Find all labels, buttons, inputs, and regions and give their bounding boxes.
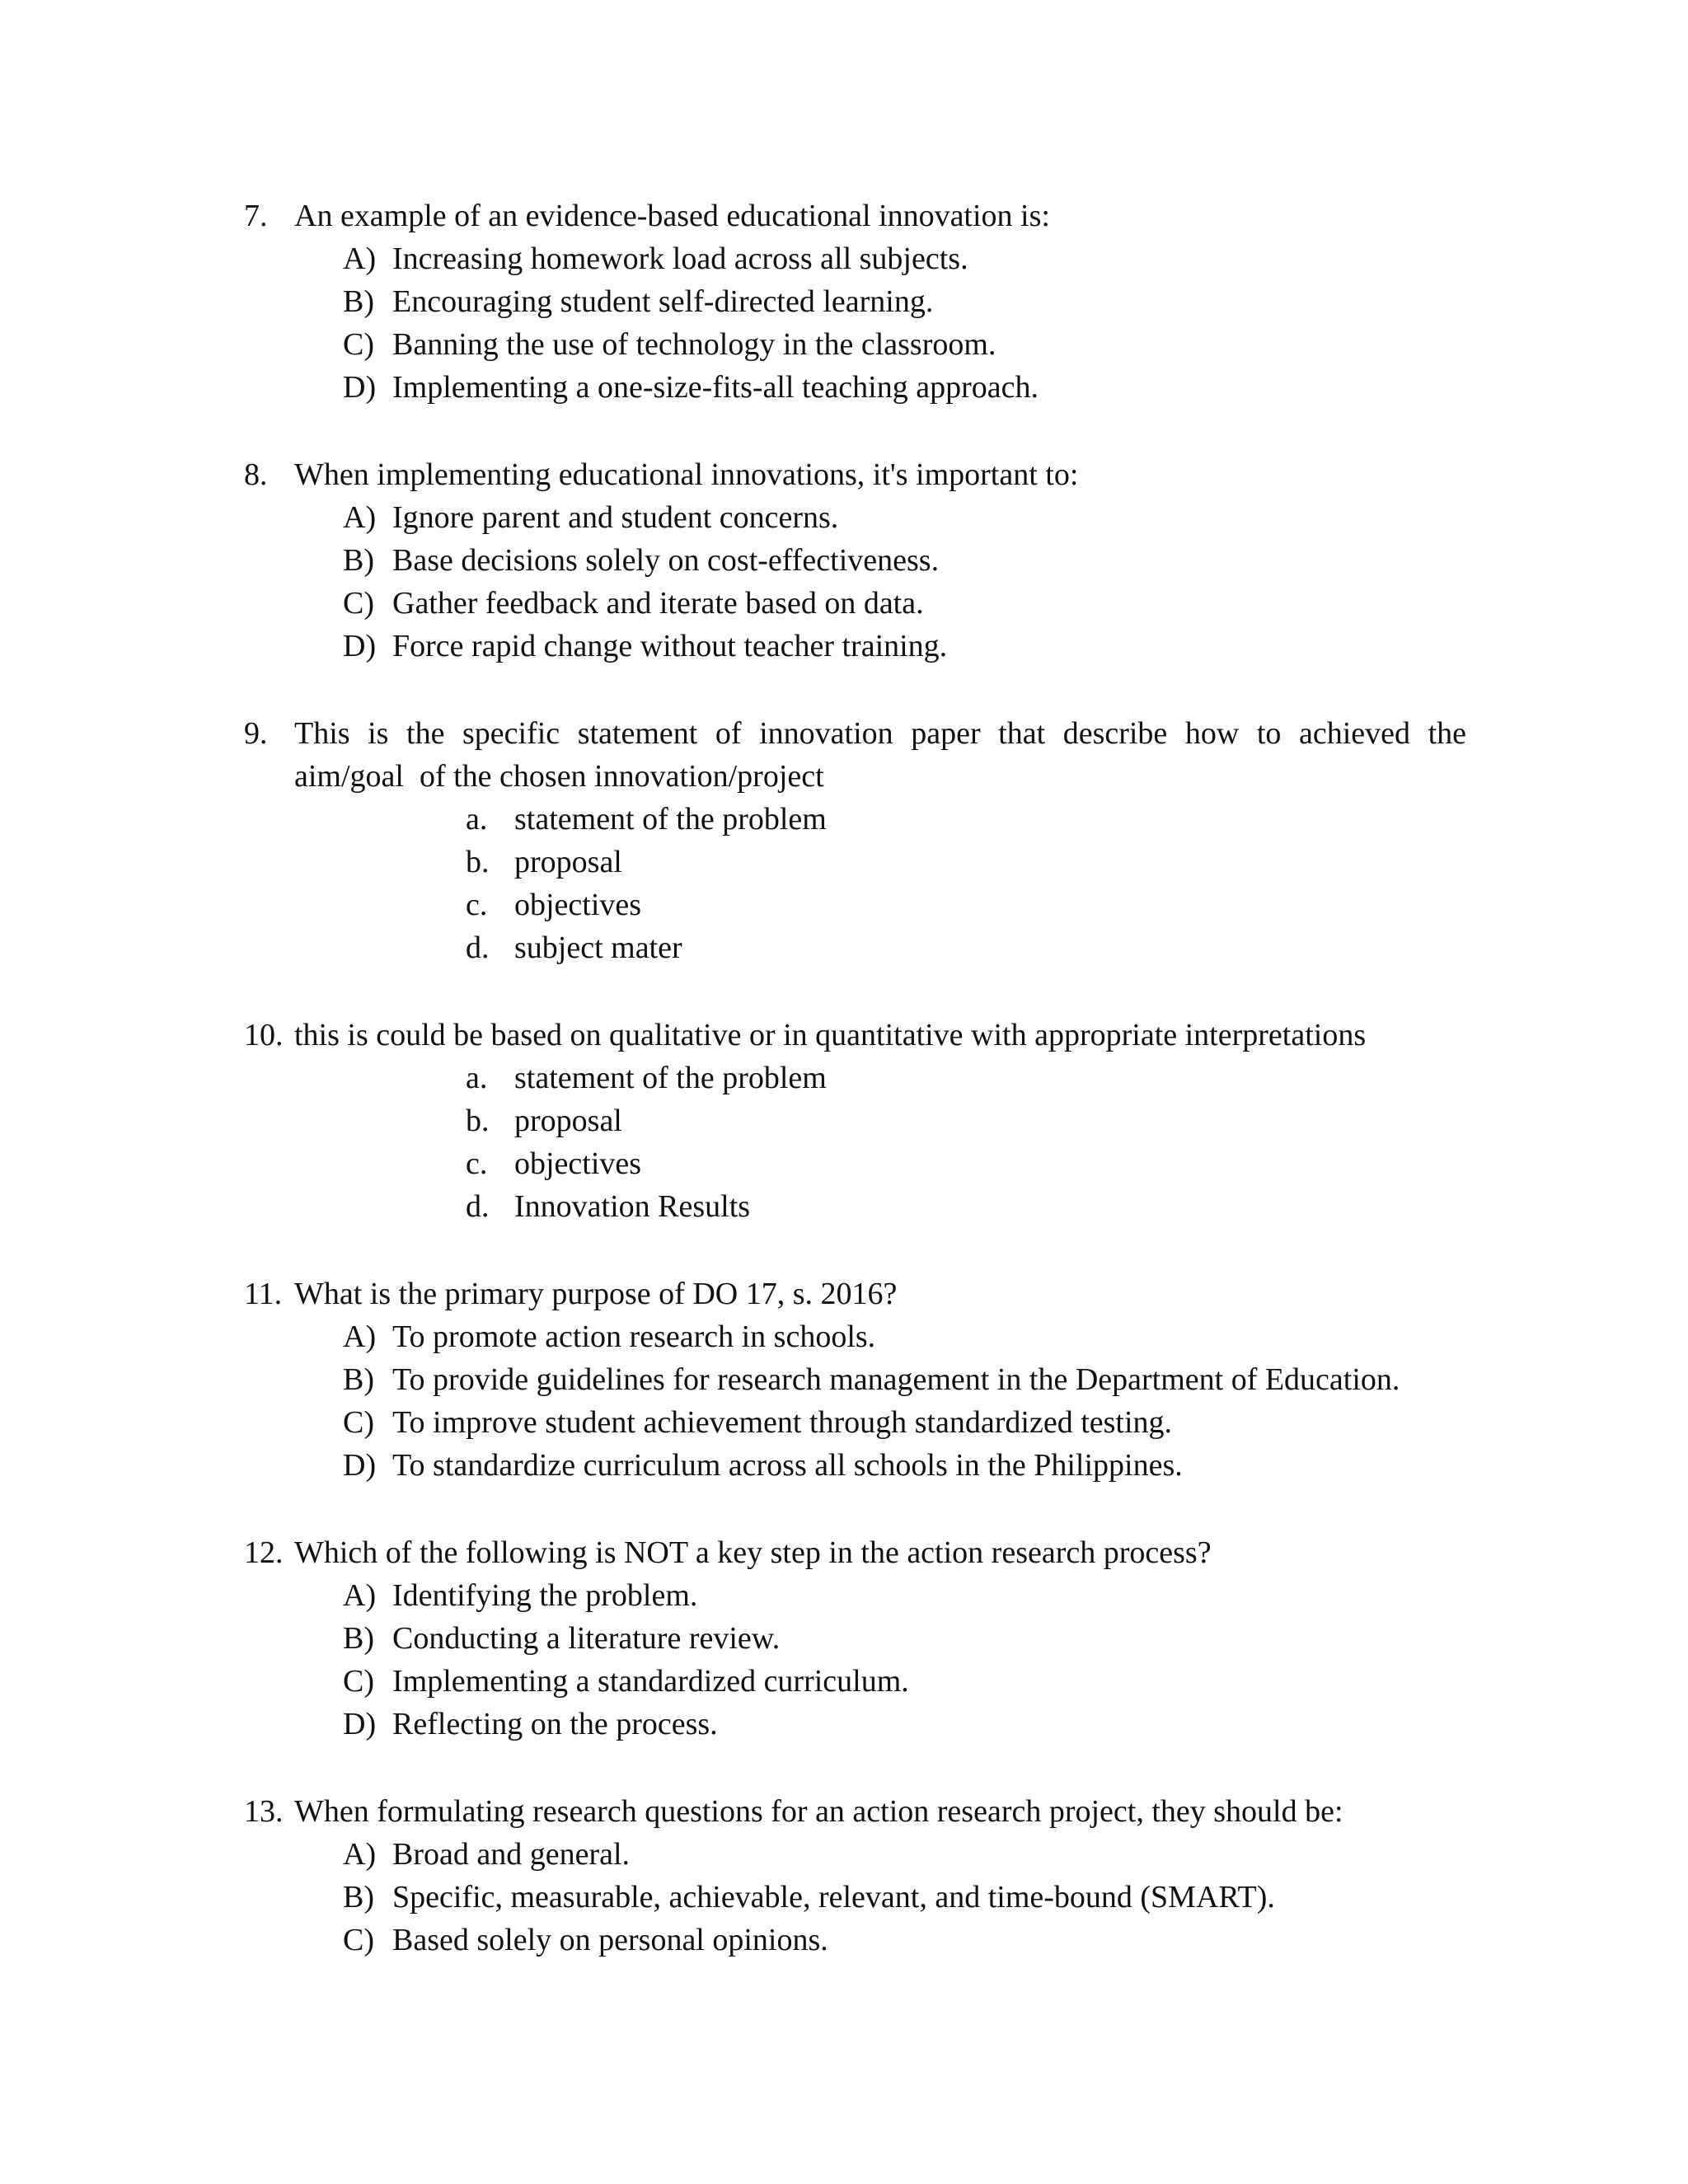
option-text: proposal xyxy=(514,1104,622,1138)
option-text: To standardize curriculum across all schools in the Philippines. xyxy=(392,1448,1183,1483)
option-text: Implementing a one-size-fits-all teaching approach. xyxy=(392,370,1039,405)
question-text: this is could be based on qualitative or in quantitative with appropriate interpretations xyxy=(294,1018,1367,1052)
question-number: 10. xyxy=(244,1018,284,1052)
question-number: 12. xyxy=(244,1535,284,1570)
option-label: D) xyxy=(343,1707,377,1741)
option-text: objectives xyxy=(514,1146,642,1181)
option-text: Specific, measurable, achievable, relevant, and time-bound (SMART). xyxy=(392,1880,1275,1915)
question-text: When implementing educational innovations, it's important to: xyxy=(294,457,1079,492)
option-text: Base decisions solely on cost-effectiveness. xyxy=(392,543,940,578)
option-text: objectives xyxy=(514,888,642,922)
option-label: D) xyxy=(343,370,377,405)
question-number: 13. xyxy=(244,1794,284,1829)
question-number: 9. xyxy=(244,716,268,751)
option-text: statement of the problem xyxy=(514,802,827,837)
option-label: B) xyxy=(343,284,374,319)
option-text: Reflecting on the process. xyxy=(392,1707,718,1741)
option-label: B) xyxy=(343,1880,374,1915)
option-text: Identifying the problem. xyxy=(392,1578,698,1613)
option-text: To provide guidelines for research management in the Department of Education. xyxy=(392,1362,1400,1397)
question-text-line-1: This is the specific statement of innovation paper that describe how to achieved the xyxy=(294,716,1466,751)
question-text: An example of an evidence-based educational innovation is: xyxy=(294,199,1050,233)
option-label: a. xyxy=(466,1061,488,1095)
option-label: D) xyxy=(343,629,377,663)
option-label: A) xyxy=(343,500,377,535)
option-label: B) xyxy=(343,1362,374,1397)
option-text: Encouraging student self-directed learning. xyxy=(392,284,934,319)
option-text: statement of the problem xyxy=(514,1061,827,1095)
option-label: C) xyxy=(343,1923,374,1957)
question-number: 11. xyxy=(244,1277,283,1311)
question-text: When formulating research questions for an action research project, they should be: xyxy=(294,1794,1343,1829)
option-label: C) xyxy=(343,1664,374,1699)
option-label: C) xyxy=(343,1405,374,1440)
option-text: proposal xyxy=(514,845,622,879)
option-text: To improve student achievement through standardized testing. xyxy=(392,1405,1173,1440)
option-label: b. xyxy=(466,845,490,879)
option-text: Ignore parent and student concerns. xyxy=(392,500,839,535)
option-label: c. xyxy=(466,1146,488,1181)
question-number: 8. xyxy=(244,457,268,492)
option-text: Based solely on personal opinions. xyxy=(392,1923,828,1957)
option-label: c. xyxy=(466,888,488,922)
option-text: subject mater xyxy=(514,930,682,965)
option-label: A) xyxy=(343,1837,377,1872)
option-label: d. xyxy=(466,930,490,965)
option-label: b. xyxy=(466,1104,490,1138)
option-label: A) xyxy=(343,1319,377,1354)
option-text: To promote action research in schools. xyxy=(392,1319,876,1354)
option-label: A) xyxy=(343,241,377,276)
option-label: D) xyxy=(343,1448,377,1483)
option-text: Innovation Results xyxy=(514,1189,751,1224)
option-label: A) xyxy=(343,1578,377,1613)
question-text: Which of the following is NOT a key step in the action research process? xyxy=(294,1535,1212,1570)
option-label: C) xyxy=(343,327,374,362)
option-label: C) xyxy=(343,586,374,621)
option-text: Increasing homework load across all subjects. xyxy=(392,241,968,276)
option-text: Implementing a standardized curriculum. xyxy=(392,1664,909,1699)
option-label: a. xyxy=(466,802,488,837)
option-text: Force rapid change without teacher training. xyxy=(392,629,948,663)
option-label: B) xyxy=(343,543,374,578)
option-label: d. xyxy=(466,1189,490,1224)
question-text: What is the primary purpose of DO 17, s. 2016? xyxy=(294,1277,898,1311)
option-text: Gather feedback and iterate based on data. xyxy=(392,586,924,621)
option-text: Banning the use of technology in the classroom. xyxy=(392,327,996,362)
option-text: Broad and general. xyxy=(392,1837,631,1872)
option-label: B) xyxy=(343,1621,374,1656)
question-text-line-2: aim/goal of the chosen innovation/project xyxy=(294,759,824,794)
option-text: Conducting a literature review. xyxy=(392,1621,781,1656)
question-number: 7. xyxy=(244,199,268,233)
